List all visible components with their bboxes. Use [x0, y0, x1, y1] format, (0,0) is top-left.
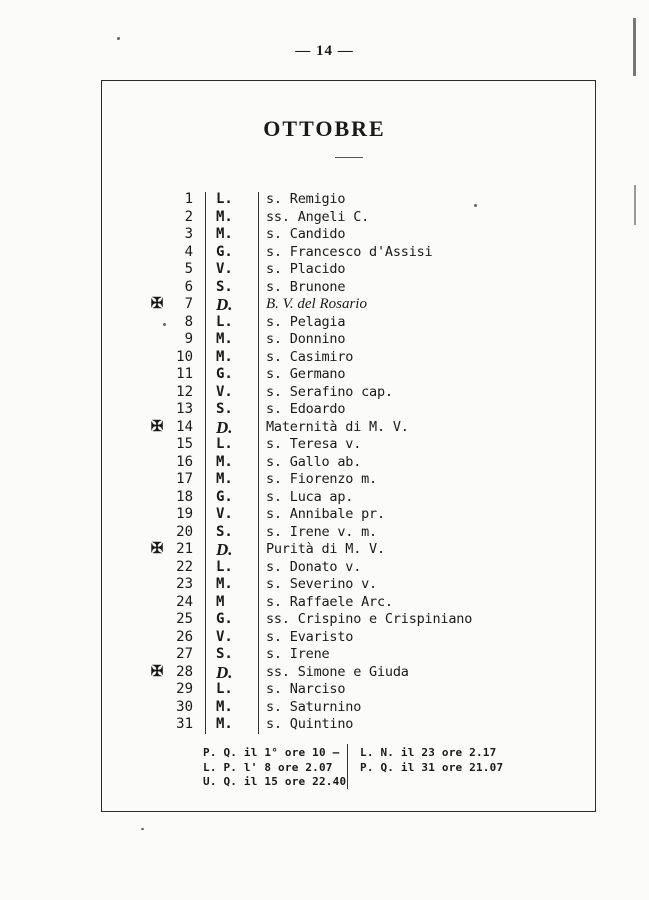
- day-row: [0, 419, 649, 437]
- sunday-cross-icon: ✠: [150, 296, 164, 312]
- saint-name: s. Candido: [266, 226, 346, 242]
- weekday-abbrev: M.: [216, 226, 233, 242]
- day-number: 16: [176, 453, 193, 470]
- weekday-abbrev: M.: [216, 453, 233, 470]
- saint-name: s. Severino v.: [266, 576, 377, 592]
- day-number: 3: [184, 226, 193, 242]
- day-number: 19: [176, 506, 193, 522]
- saint-name: ss. Angeli C.: [266, 208, 370, 225]
- weekday-abbrev: S.: [216, 646, 233, 662]
- moon-phases-divider: [347, 744, 348, 789]
- weekday-abbrev: M.: [216, 471, 233, 487]
- weekday-abbrev: L.: [216, 313, 233, 330]
- day-number: 15: [176, 436, 193, 452]
- title-rule: [335, 157, 363, 158]
- day-row: [0, 716, 649, 734]
- day-row: [0, 664, 649, 682]
- day-number: 4: [184, 243, 193, 260]
- day-row: [0, 471, 649, 489]
- day-number: 7: [184, 296, 193, 312]
- day-row: [0, 646, 649, 664]
- day-row: [0, 699, 649, 717]
- day-number: 29: [176, 681, 193, 697]
- day-number: 14: [176, 418, 193, 435]
- day-number: 23: [176, 576, 193, 592]
- weekday-abbrev: G.: [216, 611, 233, 627]
- day-number: 5: [184, 261, 193, 277]
- day-number: 20: [176, 523, 193, 540]
- day-row: [0, 209, 649, 227]
- scan-speck: [141, 828, 144, 830]
- day-number: 31: [176, 716, 193, 732]
- day-row: [0, 524, 649, 542]
- saint-name: s. Edoardo: [266, 401, 346, 417]
- day-row: [0, 436, 649, 454]
- day-row: [0, 366, 649, 384]
- weekday-abbrev: M.: [216, 576, 233, 592]
- weekday-abbrev: G.: [216, 488, 233, 505]
- moon-phase-entry: U. Q. il 15 ore 22.40: [203, 775, 347, 788]
- weekday-abbrev: V.: [216, 628, 233, 645]
- weekday-abbrev: S.: [216, 401, 233, 417]
- saint-name: s. Remigio: [266, 191, 346, 207]
- day-number: 17: [176, 471, 193, 487]
- day-number: 8: [184, 313, 193, 330]
- weekday-abbrev: V.: [216, 261, 233, 277]
- weekday-abbrev: D.: [216, 540, 233, 559]
- day-number: 26: [176, 628, 193, 645]
- day-row: [0, 541, 649, 559]
- weekday-abbrev: V.: [216, 383, 233, 400]
- day-row: [0, 244, 649, 262]
- weekday-abbrev: D.: [216, 662, 233, 682]
- day-row: [0, 226, 649, 244]
- scan-speck: [474, 204, 477, 207]
- saint-name: s. Quintino: [266, 716, 354, 732]
- day-number: 18: [176, 488, 193, 505]
- weekday-abbrev: L.: [216, 191, 233, 207]
- day-row: [0, 454, 649, 472]
- month-title: OTTOBRE: [263, 116, 386, 141]
- saint-name: s. Teresa v.: [266, 436, 362, 452]
- saint-name: s. Evaristo: [266, 628, 354, 645]
- weekday-abbrev: S.: [216, 523, 233, 540]
- weekday-abbrev: M.: [216, 698, 233, 715]
- saint-name: s. Irene v. m.: [266, 523, 377, 540]
- saint-name: s. Fiorenzo m.: [266, 471, 377, 487]
- day-row: [0, 384, 649, 402]
- weekday-abbrev: M: [216, 593, 225, 610]
- saint-name: s. Germano: [266, 366, 346, 382]
- day-row: [0, 489, 649, 507]
- day-row: [0, 681, 649, 699]
- day-number: 24: [176, 593, 193, 610]
- day-row: [0, 506, 649, 524]
- day-row: [0, 594, 649, 612]
- weekday-abbrev: M.: [216, 208, 233, 225]
- moon-phase-entry: P. Q. il 1° ore 10 —: [203, 746, 340, 759]
- day-number: 10: [176, 348, 193, 365]
- day-row: [0, 401, 649, 419]
- saint-name: s. Francesco d'Assisi: [266, 243, 433, 260]
- day-row: [0, 331, 649, 349]
- scan-speck: [117, 37, 120, 40]
- day-row: [0, 611, 649, 629]
- day-row: [0, 279, 649, 297]
- day-number: 2: [184, 208, 193, 225]
- sunday-cross-icon: ✠: [150, 663, 164, 680]
- weekday-abbrev: D.: [216, 295, 233, 314]
- scan-speck: [163, 323, 166, 326]
- day-number: 22: [176, 558, 193, 575]
- saint-name: s. Narciso: [266, 681, 346, 697]
- weekday-abbrev: L.: [216, 681, 233, 697]
- day-row: [0, 296, 649, 314]
- weekday-abbrev: M.: [216, 716, 233, 732]
- day-number: 27: [176, 646, 193, 662]
- saint-name: s. Brunone: [266, 278, 346, 295]
- day-row: [0, 559, 649, 577]
- weekday-abbrev: L.: [216, 558, 233, 575]
- day-number: 1: [184, 191, 193, 207]
- saint-name: s. Irene: [266, 646, 330, 662]
- day-row: [0, 314, 649, 332]
- saint-name: B. V. del Rosario: [266, 296, 367, 312]
- day-row: [0, 261, 649, 279]
- moon-phase-entry: L. N. il 23 ore 2.17: [360, 746, 497, 759]
- saint-name: s. Luca ap.: [266, 488, 354, 505]
- moon-phase-entry: L. P. l' 8 ore 2.07: [203, 760, 333, 774]
- day-number: 11: [176, 366, 193, 382]
- saint-name: s. Serafino cap.: [266, 383, 393, 400]
- saint-name: s. Casimiro: [266, 348, 354, 365]
- saint-name: Purità di M. V.: [266, 541, 385, 557]
- weekday-abbrev: M.: [216, 348, 233, 365]
- day-row: [0, 629, 649, 647]
- day-number: 30: [176, 698, 193, 715]
- weekday-abbrev: M.: [216, 331, 233, 347]
- page-number: — 14 —: [295, 43, 354, 59]
- day-number: 9: [184, 331, 193, 347]
- day-number: 13: [176, 401, 193, 417]
- saint-name: ss. Simone e Giuda: [266, 663, 409, 680]
- saint-name: s. Placido: [266, 261, 346, 277]
- day-number: 21: [176, 541, 193, 557]
- saint-name: s. Donnino: [266, 331, 346, 347]
- day-number: 6: [184, 278, 193, 295]
- scan-edge-mark: [633, 18, 636, 76]
- day-number: 12: [176, 383, 193, 400]
- saint-name: s. Raffaele Arc.: [266, 593, 393, 610]
- day-number: 25: [176, 611, 193, 627]
- weekday-abbrev: V.: [216, 506, 233, 522]
- saint-name: s. Pelagia: [266, 313, 346, 330]
- weekday-abbrev: L.: [216, 436, 233, 452]
- saint-name: ss. Crispino e Crispiniano: [266, 611, 473, 627]
- saint-name: s. Donato v.: [266, 558, 362, 575]
- moon-phase-entry: P. Q. il 31 ore 21.07: [360, 760, 504, 774]
- saint-name: s. Annibale pr.: [266, 506, 385, 522]
- day-row: [0, 191, 649, 209]
- weekday-abbrev: G.: [216, 243, 233, 260]
- weekday-abbrev: S.: [216, 278, 233, 295]
- sunday-cross-icon: ✠: [150, 541, 164, 557]
- saint-name: Maternità di M. V.: [266, 418, 409, 435]
- sunday-cross-icon: ✠: [150, 418, 164, 435]
- saint-name: s. Gallo ab.: [266, 453, 362, 470]
- weekday-abbrev: D.: [216, 417, 233, 437]
- day-row: [0, 576, 649, 594]
- day-number: 28: [176, 663, 193, 680]
- weekday-abbrev: G.: [216, 366, 233, 382]
- saint-name: s. Saturnino: [266, 698, 362, 715]
- day-row: [0, 349, 649, 367]
